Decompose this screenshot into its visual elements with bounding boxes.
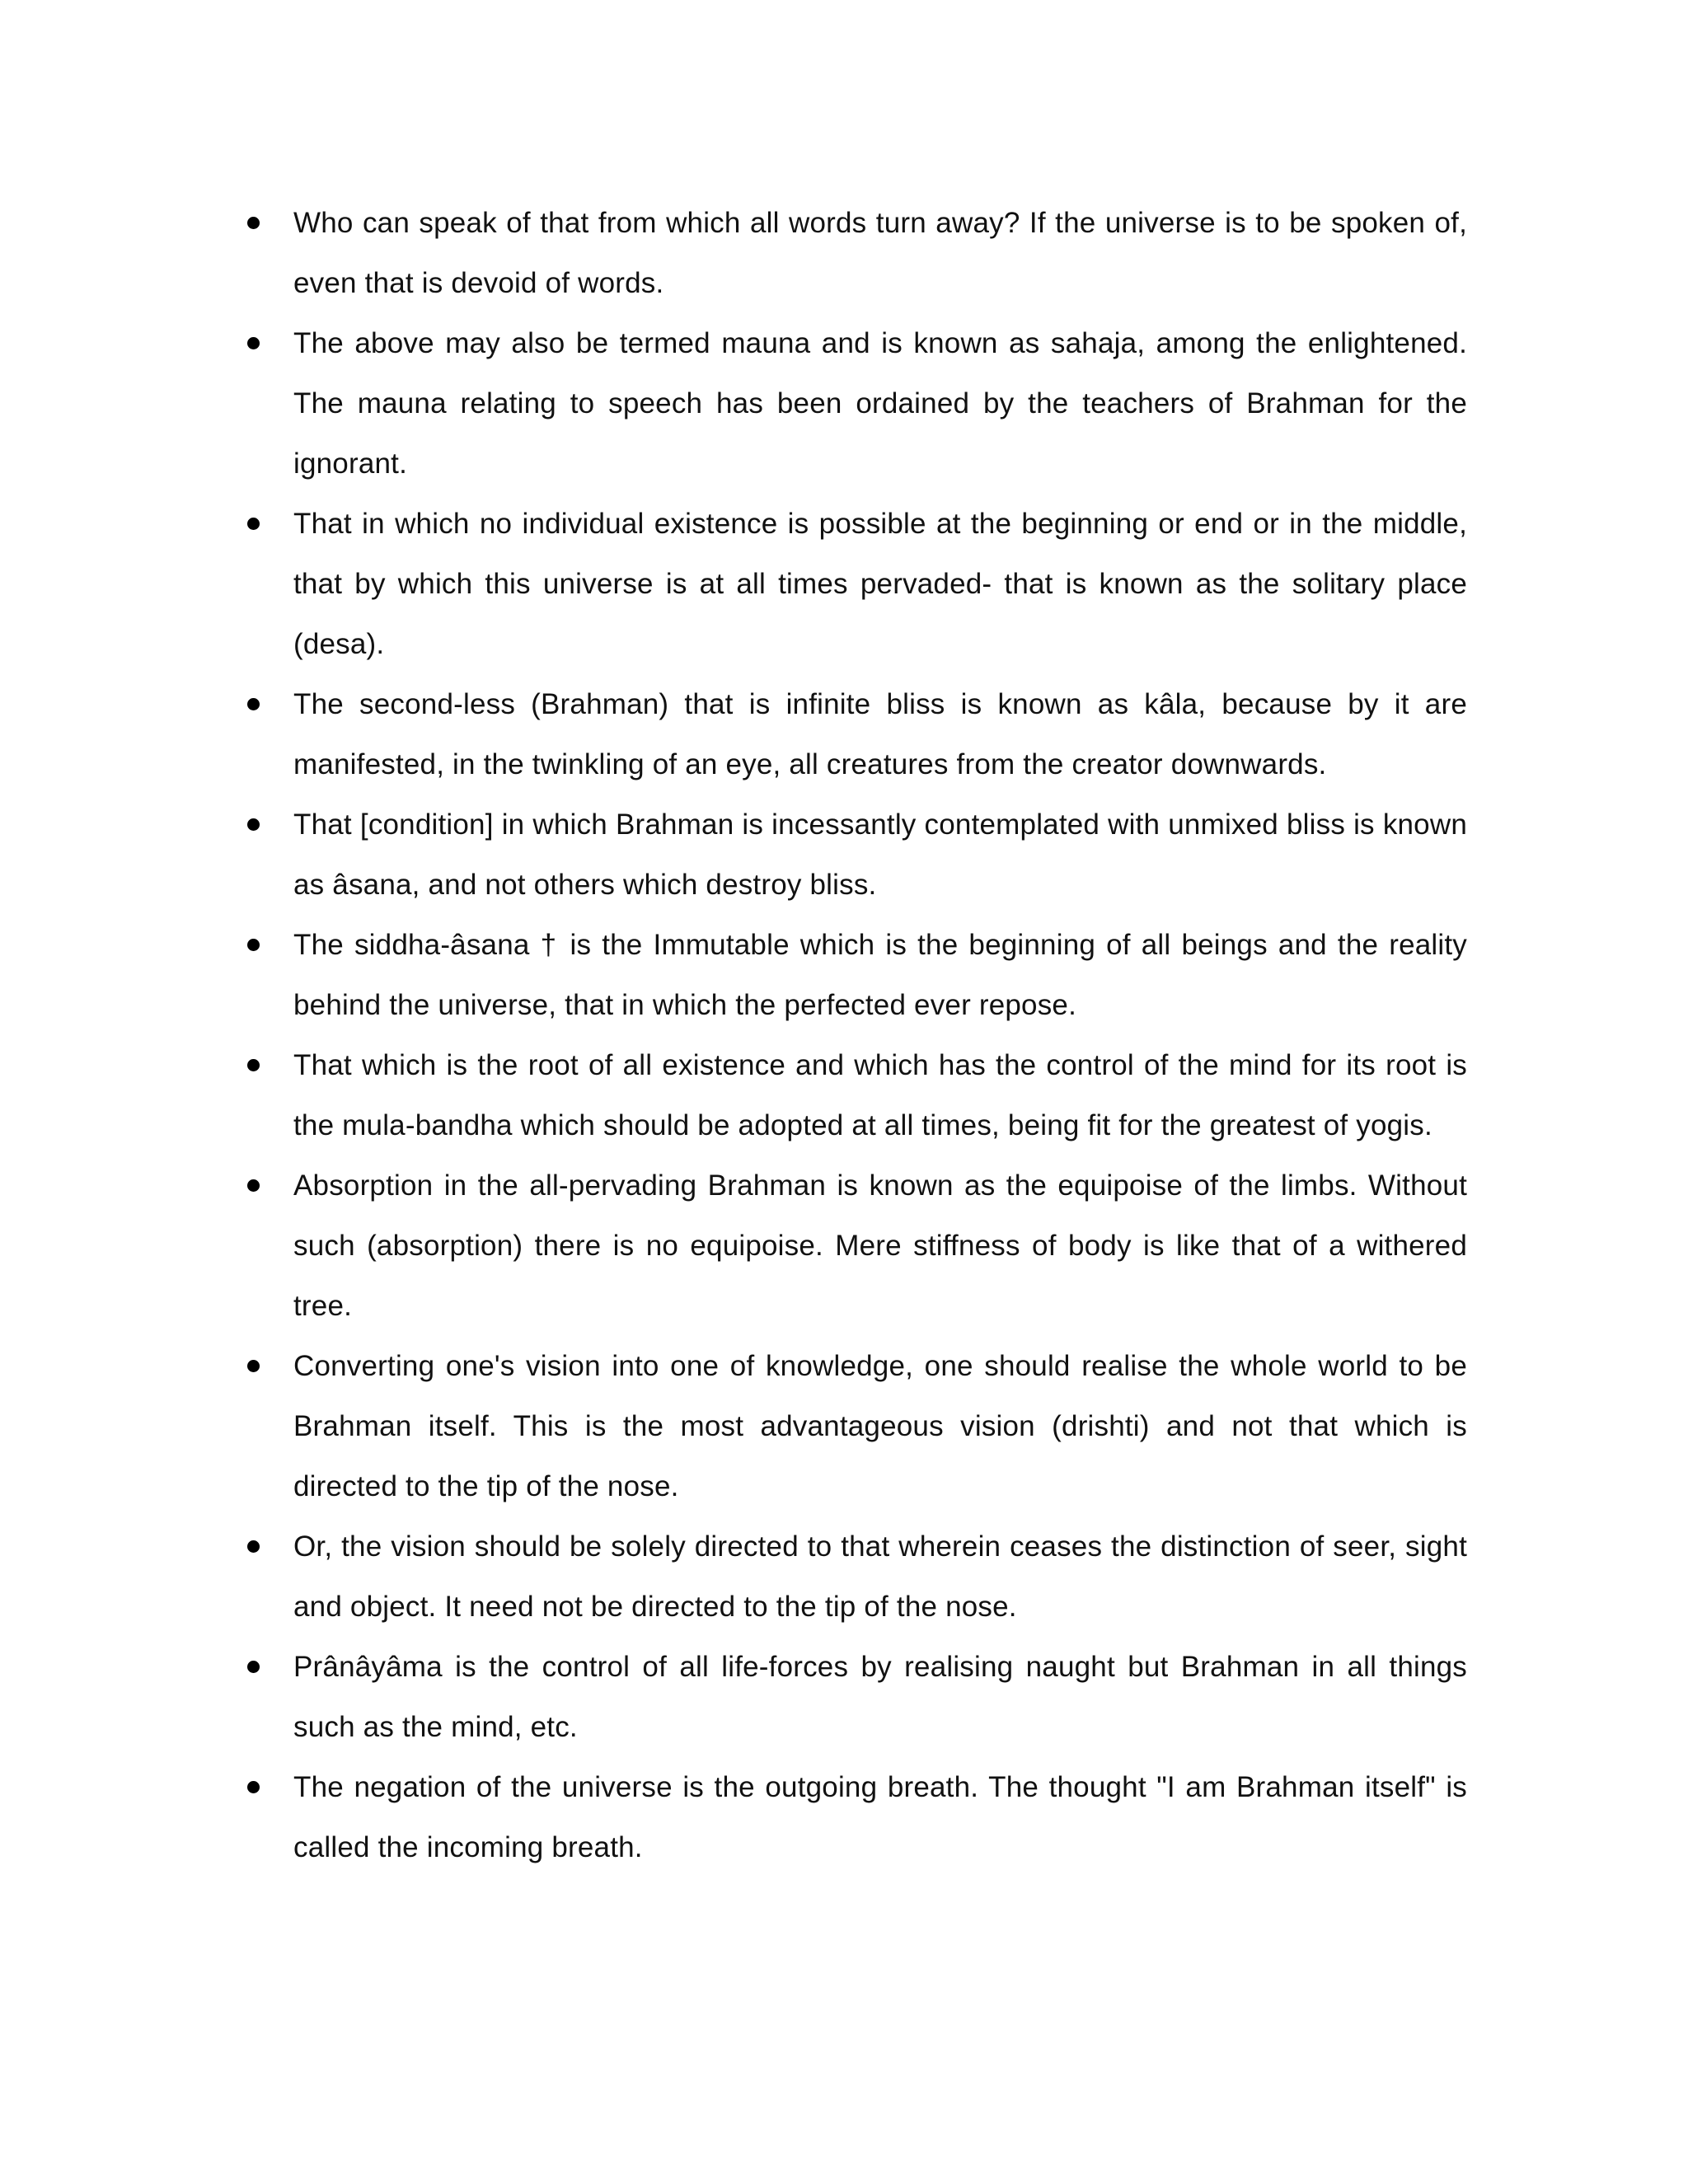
list-item xyxy=(246,674,1467,794)
bullet-icon xyxy=(247,698,260,710)
bullet-icon xyxy=(247,217,260,229)
bullet-icon xyxy=(247,1360,260,1372)
list-item xyxy=(246,313,1467,494)
list-item-text: Converting one's vision into one of knowledge, one should realise the whole world to be Brahman itself. This is the most advantageous vision (drishti) and not that which is directed to the tip of the nose. xyxy=(293,1350,1467,1502)
bullet-icon xyxy=(247,1540,260,1553)
list-item xyxy=(246,794,1467,915)
list-item xyxy=(246,1155,1467,1336)
bullet-icon xyxy=(247,1781,260,1793)
bullet-icon xyxy=(247,518,260,530)
list-item-text: The negation of the universe is the outgoing breath. The thought "I am Brahman itself" is called the incoming breath. xyxy=(293,1771,1467,1863)
list-item-text: That [condition] in which Brahman is incessantly contemplated with unmixed bliss is known as âsana, and not others which destroy bliss. xyxy=(293,808,1467,901)
list-item xyxy=(246,1035,1467,1155)
list-item xyxy=(246,1757,1467,1877)
list-item-text: Who can speak of that from which all words turn away? If the universe is to be spoken of, even that is devoid of words. xyxy=(293,207,1467,299)
bullet-icon xyxy=(247,1059,260,1071)
bullet-icon xyxy=(247,1179,260,1192)
bullet-icon xyxy=(247,939,260,951)
bullet-icon xyxy=(247,818,260,831)
bullet-icon xyxy=(247,337,260,349)
list-item xyxy=(246,193,1467,313)
list-item xyxy=(246,1516,1467,1637)
list-item-text: Or, the vision should be solely directed to that wherein ceases the distinction of seer, sight and object. It need not be directed to the tip of the nose. xyxy=(293,1530,1467,1623)
list-item-text: That in which no individual existence is possible at the beginning or end or in the middle, that by which this universe is at all times pervaded- that is known as the solitary place (desa). xyxy=(293,508,1467,660)
list-item-text: The second-less (Brahman) that is infinite bliss is known as kâla, because by it are manifested, in the twinkling of an eye, all creatures from the creator downwards. xyxy=(293,688,1467,780)
list-item xyxy=(246,1336,1467,1516)
bullet-list xyxy=(246,193,1467,1877)
bullet-icon xyxy=(247,1661,260,1673)
list-item-text: The siddha-âsana † is the Immutable which is the beginning of all beings and the reality behind the universe, that in which the perfected ever repose. xyxy=(293,929,1467,1021)
list-item-text: The above may also be termed mauna and is known as sahaja, among the enlightened. The mauna relating to speech has been ordained by the teachers of Brahman for the ignorant. xyxy=(293,327,1467,480)
list-item-text: That which is the root of all existence and which has the control of the mind for its root is the mula-bandha which should be adopted at all times, being fit for the greatest of yogis. xyxy=(293,1049,1467,1141)
list-item xyxy=(246,1637,1467,1757)
list-item-text: Prânâyâma is the control of all life-forces by realising naught but Brahman in all things such as the mind, etc. xyxy=(293,1651,1467,1743)
list-item xyxy=(246,494,1467,674)
list-item xyxy=(246,915,1467,1035)
list-item-text: Absorption in the all-pervading Brahman is known as the equipoise of the limbs. Without such (absorption) there is no equipoise. Mere stiffness of body is like that of a withered tree. xyxy=(293,1169,1467,1322)
